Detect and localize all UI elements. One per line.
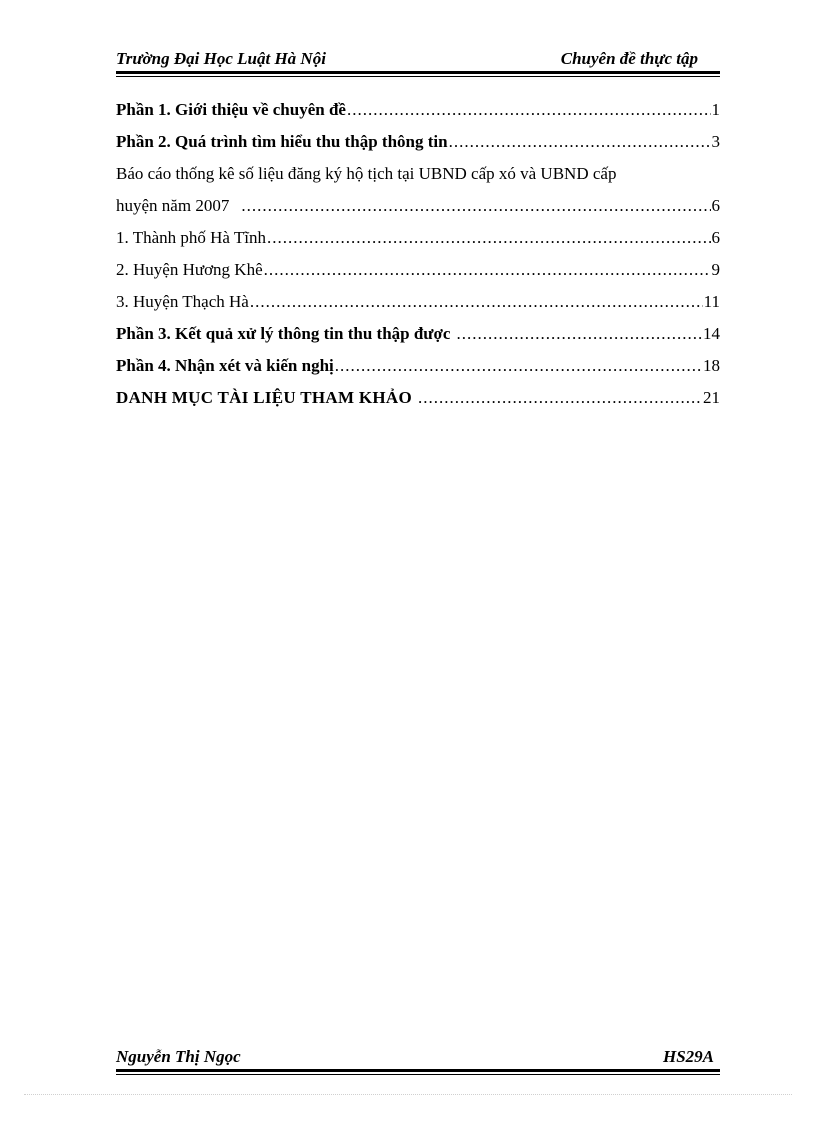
toc-entry-page: 14 bbox=[703, 324, 720, 343]
toc-entry[interactable] bbox=[116, 126, 720, 158]
toc-entry[interactable] bbox=[116, 382, 720, 414]
toc-entry-page: 1 bbox=[711, 100, 720, 119]
toc-entry[interactable] bbox=[116, 286, 720, 318]
toc-entry-title: Phần 4. Nhận xét và kiến nghị bbox=[116, 356, 334, 375]
header-document-type: Chuyên đề thực tập bbox=[560, 49, 698, 68]
toc-leader-dots bbox=[456, 318, 702, 350]
table-of-contents bbox=[116, 94, 720, 414]
toc-entry[interactable] bbox=[116, 222, 720, 254]
toc-leader-dots bbox=[267, 222, 711, 254]
toc-entry-title-line1[interactable]: Báo cáo thống kê số liệu đăng ký hộ tịch tại UBND cấp xó và UBND cấp bbox=[116, 164, 617, 183]
toc-leader-dots bbox=[335, 350, 702, 382]
toc-entry-title: Phần 3. Kết quả xử lý thông tin thu thập được bbox=[116, 324, 451, 343]
footer-rule-thin bbox=[116, 1074, 720, 1075]
toc-leader-dots bbox=[250, 286, 703, 318]
toc-leader-dots bbox=[241, 190, 710, 222]
toc-entry-title: 2. Huyện Hương Khê bbox=[116, 260, 263, 279]
toc-entry-title: DANH MỤC TÀI LIỆU THAM KHẢO bbox=[116, 388, 413, 407]
footer-author-name: Nguyễn Thị Ngọc bbox=[116, 1047, 241, 1066]
header-rule-thick bbox=[116, 71, 720, 74]
toc-entry[interactable] bbox=[116, 318, 720, 350]
page-bottom-edge bbox=[24, 1094, 792, 1095]
toc-leader-dots bbox=[449, 126, 711, 158]
toc-entry-page: 18 bbox=[703, 356, 720, 375]
toc-entry-page: 9 bbox=[711, 260, 720, 279]
header-rule-thin bbox=[116, 76, 720, 77]
toc-entry-page: 6 bbox=[711, 196, 720, 215]
page-header bbox=[116, 48, 720, 70]
toc-entry-title: Phần 1. Giới thiệu về chuyên đề bbox=[116, 100, 346, 119]
page-footer bbox=[116, 1046, 720, 1068]
toc-entry-page: 11 bbox=[703, 292, 720, 311]
toc-entry-page: 3 bbox=[711, 132, 720, 151]
toc-entry[interactable] bbox=[116, 350, 720, 382]
toc-leader-dots bbox=[264, 254, 711, 286]
toc-leader-dots bbox=[418, 382, 702, 414]
toc-leader-dots bbox=[347, 94, 711, 126]
toc-entry[interactable] bbox=[116, 190, 720, 222]
footer-class-code: HS29A bbox=[662, 1047, 714, 1066]
footer-rule-thick bbox=[116, 1069, 720, 1072]
toc-entry-title: 3. Huyện Thạch Hà bbox=[116, 292, 249, 311]
header-school-name: Trường Đại Học Luật Hà Nội bbox=[116, 49, 326, 68]
toc-entry-page: 6 bbox=[711, 228, 720, 247]
toc-entry-title-line2: huyện năm 2007 bbox=[116, 196, 230, 215]
toc-entry-title: 1. Thành phố Hà Tĩnh bbox=[116, 228, 266, 247]
toc-entry-title: Phần 2. Quá trình tìm hiểu thu thập thông tin bbox=[116, 132, 448, 151]
toc-entry-page: 21 bbox=[703, 388, 720, 407]
toc-entry[interactable] bbox=[116, 254, 720, 286]
toc-entry[interactable] bbox=[116, 94, 720, 126]
